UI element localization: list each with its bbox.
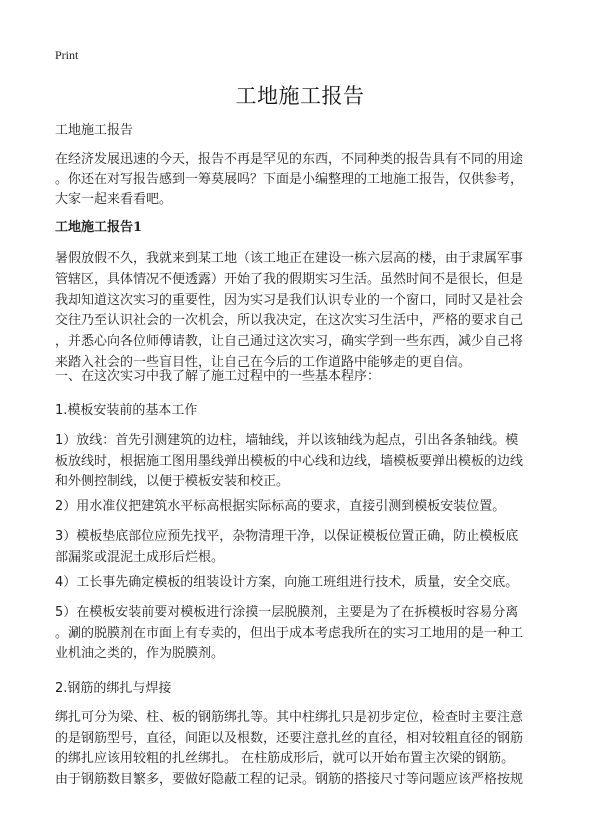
paragraph-line: 来踏入社会的一些盲目性，让自己在今后的工作道路中能够走的更自信。 <box>55 354 472 370</box>
list-item-5 <box>55 603 575 665</box>
part-one-heading: 一、在这次实习中我了解了施工过程中的一些基本程序： <box>55 369 381 384</box>
paragraph-line: 我却知道这次实习的重要性，因为实习是我们认识专业的一个窗口，同时又是社会 <box>55 292 524 308</box>
paragraph-line: 管辖区，具体情况不便透露）开始了我的假期实习生活。虽然时间不是很长，但是 <box>55 271 524 287</box>
subsection1-heading: 1.模板安装前的基本工作 <box>55 403 198 418</box>
paragraph-line: 绑扎可分为梁、柱、板的钢筋绑扎等。其中柱绑扎只是初步定位，检查时主要注意 <box>55 710 524 725</box>
paragraph-line: 暑假放假不久，我就来到某工地（该工地正在建设一栋六层高的楼，由于隶属军事 <box>55 251 524 266</box>
paragraph-line: ，并悉心向各位师傅请教，让自己通过这次实习，确实学到一些东西，减少自己将 <box>55 334 524 350</box>
list-item-4 <box>55 572 575 593</box>
intro-line: 在经济发展迅速的今天，报告不再是罕见的东西，不同种类的报告具有不同的用途 <box>55 152 524 167</box>
item-line: 和外侧控制线，以便于模板安装和校正。 <box>55 474 290 489</box>
subtitle-text: 工地施工报告 <box>55 123 134 138</box>
document-title: 工地施工报告 <box>235 84 365 108</box>
intro-line: 大家一起来看看吧。 <box>55 192 173 207</box>
item-line: 5）在模板安装前要对模板进行涂摸一层脱膜剂，主要是为了在拆模板时容易分离 <box>55 605 519 620</box>
list-item-3 <box>55 527 575 568</box>
list-item-2 <box>55 496 575 517</box>
paragraph-line: 的是钢筋型号，直径，间距以及根数，还要注意扎丝的直径，相对较粗直径的钢筋 <box>55 730 524 746</box>
item-line: 业机油之类的，作为脱膜剂。 <box>55 646 225 661</box>
paragraph-line: 由于钢筋数目繁多，要做好隐蔽工程的记录。钢筋的搭接尺寸等问题应该严格按规 <box>55 771 524 787</box>
item-line: 2）用水准仪把建筑水平标高根据实际标高的要求，直接引测到模板安装位置。 <box>55 499 506 514</box>
item-line: 。涮的脱膜剂在市面上有专卖的，但出于成本考虑我所在的实习工地用的是一种工 <box>55 625 524 641</box>
item-line: 板放线时，根据施工图用墨线弹出模板的中心线和边线，墙模板要弹出模板的边线 <box>55 453 524 469</box>
list-item-1 <box>55 431 575 493</box>
item-line: 4）工长事先确定模板的组装设计方案，向施工班组进行技术，质量，安全交底。 <box>55 575 519 590</box>
paragraph-line: 交往乃至认识社会的一次机会，所以我决定，在这次实习生活中，严格的要求自己 <box>55 313 524 329</box>
document-subtitle <box>55 120 575 141</box>
paragraph-line: 的绑扎应该用较粗的扎丝绑扎。 在柱筋成形后，就可以开始布置主次梁的钢筋。 <box>55 751 515 766</box>
intro-paragraph <box>55 150 575 210</box>
subsection2-heading: 2.钢筋的绑扎与焊接 <box>55 681 172 696</box>
item-line: 1）放线：首先引测建筑的边柱，墙轴线，并以该轴线为起点，引出各条轴线。模 <box>55 433 519 448</box>
intro-line: 。你还在对写报告感到一筹莫展吗？下面是小编整理的工地施工报告，仅供参考， <box>55 172 524 187</box>
section1-paragraph <box>55 249 575 374</box>
item-line: 3）模板垫底部位应预先找平，杂物清理干净，以保证模板位置正确，防止模板底 <box>55 529 519 544</box>
print-label[interactable]: Print <box>55 48 79 62</box>
item-line: 部漏浆或混泥土成形后烂根。 <box>55 549 225 565</box>
subsection2-paragraph <box>55 708 575 790</box>
section-heading: 工地施工报告1 <box>55 220 143 235</box>
